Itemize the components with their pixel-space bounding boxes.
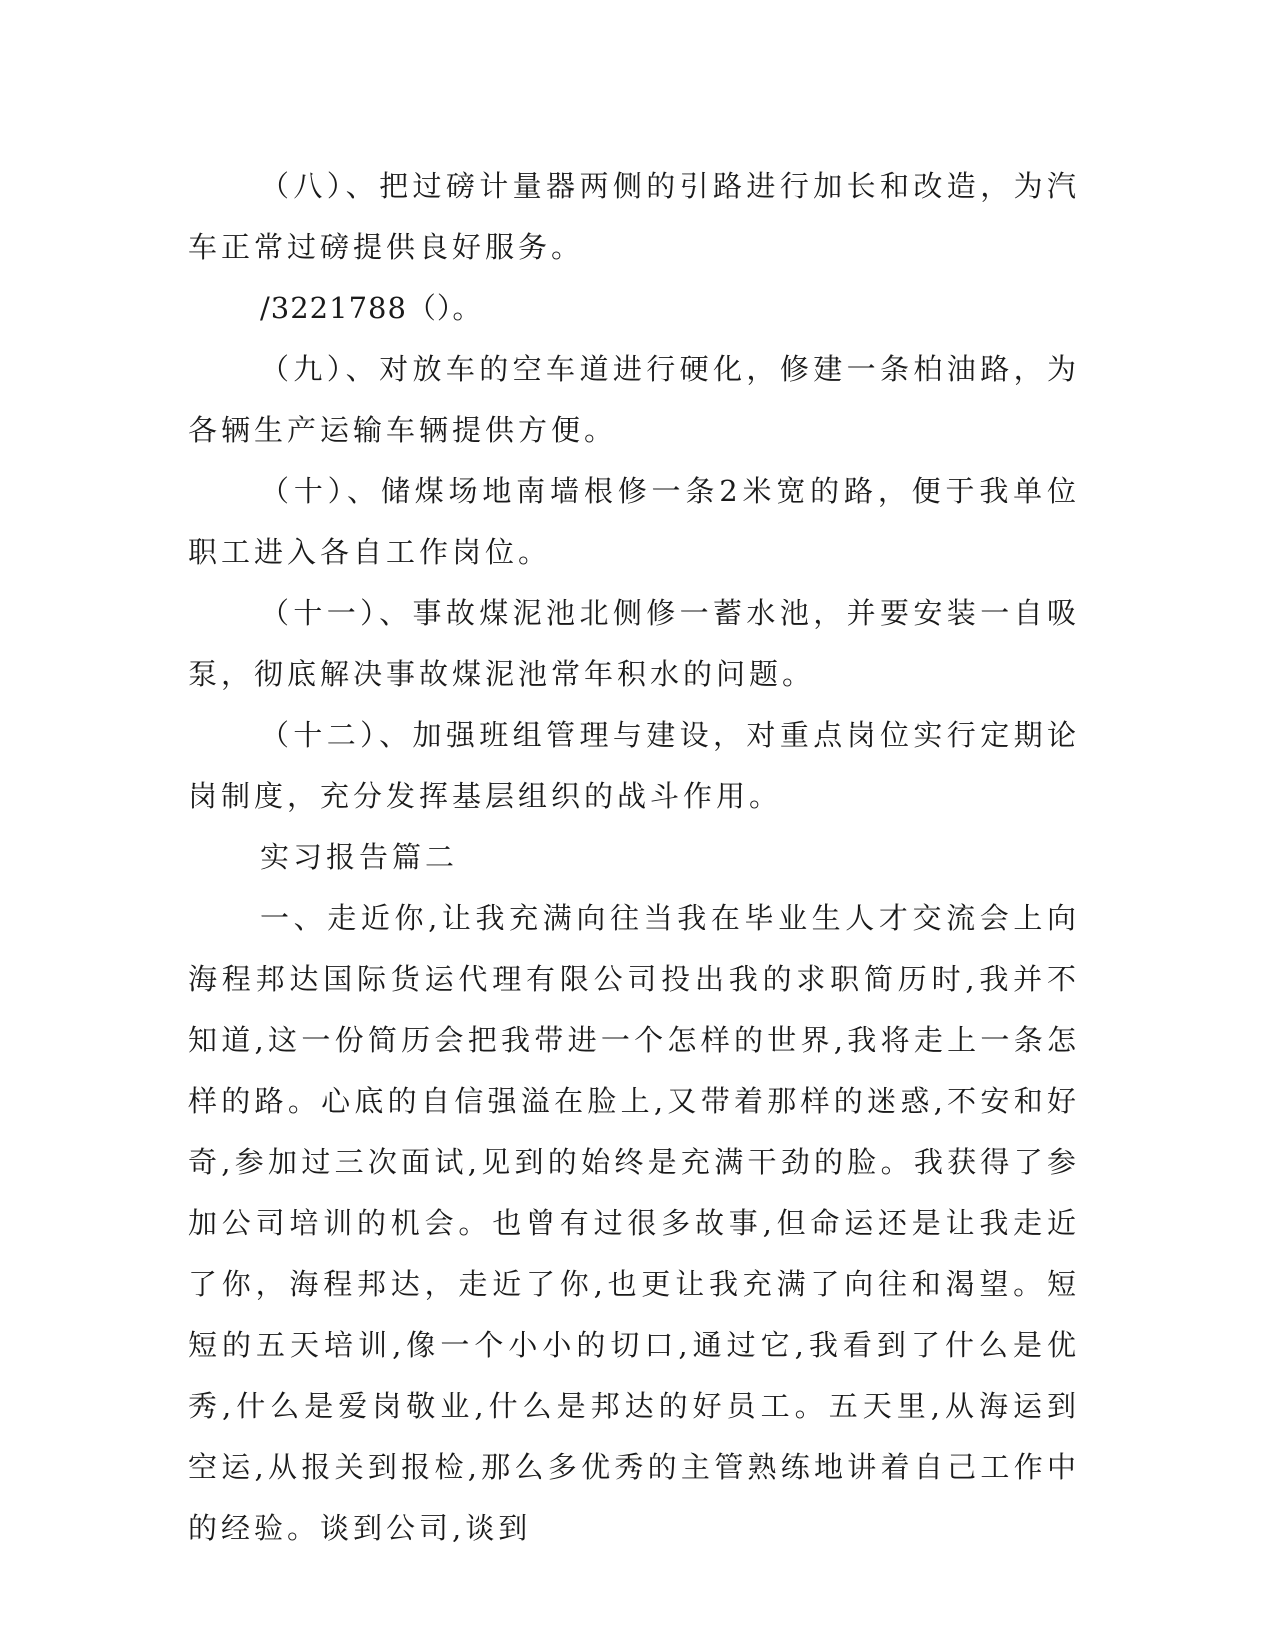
paragraph-item-12: （十二）、加强班组管理与建设，对重点岗位实行定期论岗制度，充分发挥基层组织的战斗作用。 [188, 718, 1080, 813]
paragraph-item-10: （十）、储煤场地南墙根修一条2米宽的路，便于我单位职工进入各自工作岗位。 [188, 474, 1080, 569]
paragraph-item-8: （八）、把过磅计量器两侧的引路进行加长和改造，为汽车正常过磅提供良好服务。 [188, 169, 1080, 264]
paragraph-reference-number: /3221788（）。 [260, 291, 483, 325]
paragraph-item-11: （十一）、事故煤泥池北侧修一蓄水池，并要安装一自吸泵，彻底解决事故煤泥池常年积水的问题。 [188, 596, 1080, 691]
paragraph-item-9: （九）、对放车的空车道进行硬化，修建一条柏油路，为各辆生产运输车辆提供方便。 [188, 352, 1080, 447]
paragraph-report-body: 一、走近你,让我充满向往当我在毕业生人才交流会上向海程邦达国际货运代理有限公司投出我的求职简历时,我并不知道,这一份简历会把我带进一个怎样的世界,我将走上一条怎样的路。心底的自信强溢在脸上,又带着那样的迷惑,不安和好奇,参加过三次面试,见到的始终是充满干劲的脸。我获得了参加公司培训的机会。也曾有过很多故事,但命运还是让我走近了你，海程邦达，走近了你,也更让我充满了向往和渴望。短短的五天培训,像一个小小的切口,通过它,我看到了什么是优秀,什么是爱岗敬业,什么是邦达的好员工。五天里,从海运到空运,从报关到报检,那么多优秀的主管熟练地讲着自己工作中的经验。谈到公司,谈到 [188, 901, 1080, 1545]
document-body [188, 156, 1080, 1559]
section-heading: 实习报告篇二 [260, 840, 459, 874]
